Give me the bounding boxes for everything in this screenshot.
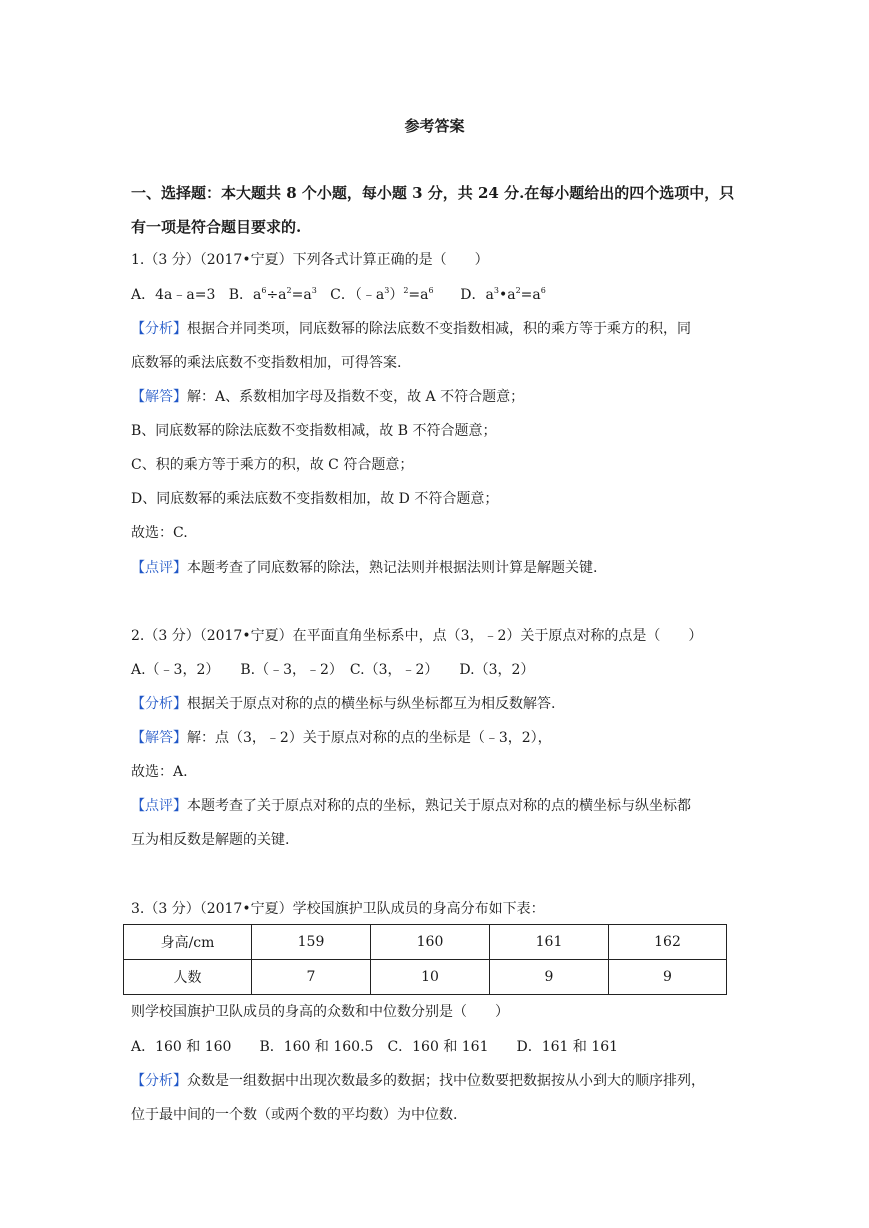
table-cell: 9 [609,960,727,995]
q1-stem: 1.（3 分）（2017•宁夏）下列各式计算正确的是（ ） [131,252,489,268]
q3-options: A．160 和 160 B．160 和 160.5 C．160 和 161 D．161 和 161 [131,1039,619,1055]
page-title: 参考答案 [404,117,465,135]
q1-option-a: A．4a﹣a=3 [131,287,216,303]
q2-solution: 【解答】解：点（3，﹣2）关于原点对称的点的坐标是（﹣3，2）， [131,730,552,746]
table-cell: 162 [609,925,727,960]
q1-solution-line1: 【解答】解：A、系数相加字母及指数不变，故 A 不符合题意； [131,389,525,405]
q3-analysis-line2: 位于最中间的一个数（或两个数的平均数）为中位数. [131,1107,458,1123]
table-cell: 人数 [124,960,252,995]
q1-solution-line2: B、同底数幂的除法底数不变指数相减，故 B 不符合题意； [131,423,497,439]
table-row [124,925,727,960]
table-cell: 160 [371,925,490,960]
q1-options [131,284,546,304]
q1-solution-line3: C、积的乘方等于乘方的积，故 C 符合题意； [131,457,414,473]
section-heading-line2: 有一项是符合题目要求的. [131,218,302,236]
solution-tag: 【解答】 [131,389,187,405]
q1-option-d: D．$a^3•a^2=a^6$ [460,286,546,303]
table-cell: 161 [490,925,609,960]
q1-solution-line4: D、同底数幂的乘法底数不变指数相加，故 D 不符合题意； [131,491,499,507]
section-heading-line1: 一、选择题：本大题共 8 个小题，每小题 3 分，共 24 分.在每小题给出的四个选项中，只 [131,184,735,202]
comment-tag: 【点评】 [131,560,187,576]
q2-stem: 2.（3 分）（2017•宁夏）在平面直角坐标系中，点（3，﹣2）关于原点对称的点是（ ） [131,628,703,644]
q2-comment-line1: 【点评】本题考查了关于原点对称的点的坐标，熟记关于原点对称的点的横坐标与纵坐标都 [131,798,691,814]
q1-comment: 【点评】本题考查了同底数幂的除法，熟记法则并根据法则计算是解题关键. [131,560,598,576]
q2-analysis: 【分析】根据关于原点对称的点的横坐标与纵坐标都互为相反数解答. [131,696,556,712]
q1-analysis-line2: 底数幂的乘法底数不变指数相加，可得答案. [131,355,402,371]
q2-options: A.（﹣3，2） B.（﹣3，﹣2） C.（3，﹣2） D.（3，2） [131,662,535,678]
comment-tag: 【点评】 [131,798,187,814]
q3-analysis-line1: 【分析】众数是一组数据中出现次数最多的数据；找中位数要把数据按从小到大的顺序排列， [131,1073,705,1089]
analysis-tag: 【分析】 [131,321,187,337]
q2-comment-line2: 互为相反数是解题的关键. [131,832,290,848]
table-cell: 10 [371,960,490,995]
q1-analysis-line1: 【分析】根据合并同类项，同底数幂的除法底数不变指数相减，积的乘方等于乘方的积，同 [131,321,691,337]
table-cell: 9 [490,960,609,995]
table-cell: 身高/cm [124,925,252,960]
q3-question: 则学校国旗护卫队成员的身高的众数和中位数分别是（ ） [131,1004,509,1020]
table-cell: 7 [252,960,371,995]
height-distribution-table [123,924,727,995]
table-cell: 159 [252,925,371,960]
analysis-tag: 【分析】 [131,1073,187,1089]
solution-tag: 【解答】 [131,730,187,746]
q1-option-b: B．$a^6\div a^2=a^3$ [228,286,317,303]
q1-option-c: C．$(﹣a^3)^2=a^6$ [330,286,434,303]
q3-stem: 3.（3 分）（2017•宁夏）学校国旗护卫队成员的身高分布如下表： [131,901,545,917]
q1-choice: 故选：C. [131,525,188,541]
q2-choice: 故选：A. [131,764,188,780]
analysis-tag: 【分析】 [131,696,187,712]
table-row [124,960,727,995]
